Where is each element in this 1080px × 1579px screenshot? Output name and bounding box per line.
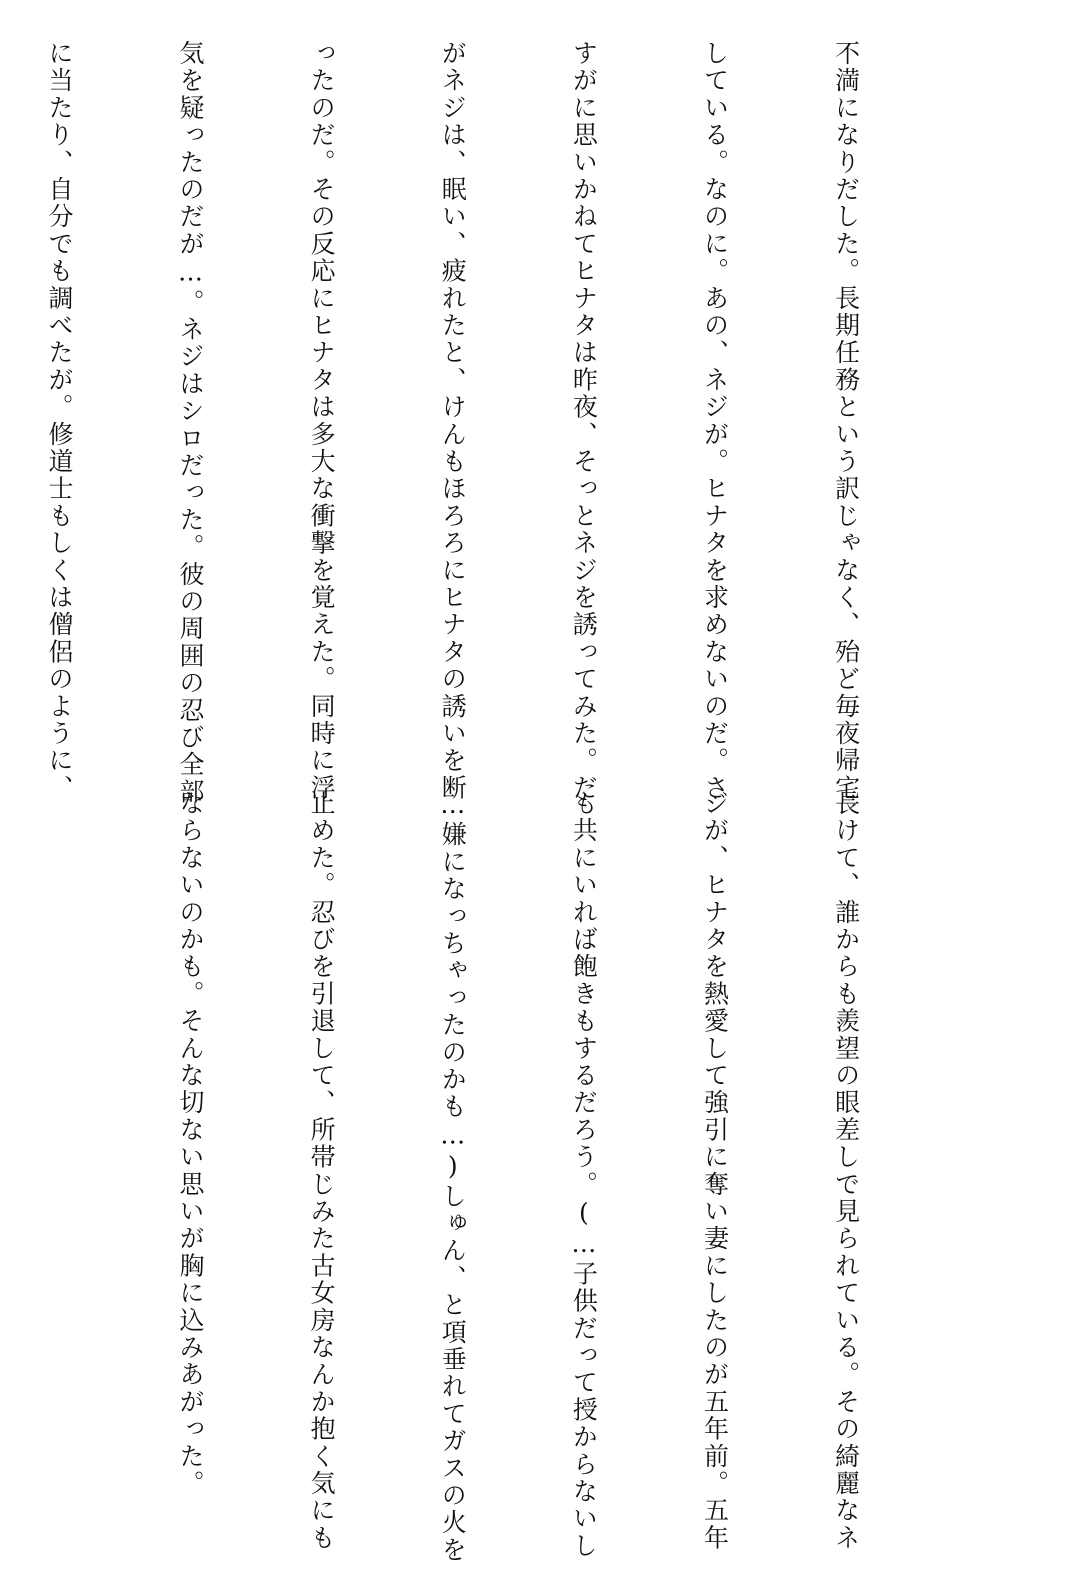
- text-line: 気を疑ったのだが…。ネジはシロだった。彼の周囲の忍び全部: [176, 40, 206, 806]
- text-line: ったのだ。その反応にヒナタは多大な衝撃を覚えた。同時に浮: [307, 40, 337, 802]
- text-line: 長けて、誰からも羨望の眼差しで見られている。その綺麗なネ: [831, 790, 861, 1552]
- lower-text-block: [0, 790, 955, 1564]
- text-line: がネジは、眠い、疲れたと、けんもほろろにヒナタの誘いを断: [438, 40, 468, 802]
- text-line: ならないのかも。そんな切ない思いが胸に込みあがった。: [176, 790, 206, 1498]
- text-line: ジが、ヒナタを熱愛して強引に奪い妻にしたのが五年前。五年: [700, 790, 730, 1552]
- text-line: している。なのに。あの、ネジが。ヒナタを求めないのだ。さ: [700, 40, 730, 802]
- text-line: 不満になりだした。長期任務という訳じゃなく、殆ど毎夜帰宅: [831, 40, 861, 802]
- text-line: …嫌になっちゃったのかも…)しゅん、と項垂れてガスの火を: [438, 790, 468, 1564]
- text-line: すがに思いかねてヒナタは昨夜、そっとネジを誘ってみた。だ: [569, 40, 599, 802]
- text-line: に当たり、自分でも調べたが。修道士もしくは僧侶のように、: [44, 40, 74, 802]
- text-line: も共にいれば飽きもするだろう。(…子供だって授からないし: [569, 790, 599, 1560]
- text-line: 止めた。忍びを引退して、所帯じみた古女房なんか抱く気にも: [307, 790, 337, 1552]
- upper-text-block: [0, 40, 955, 806]
